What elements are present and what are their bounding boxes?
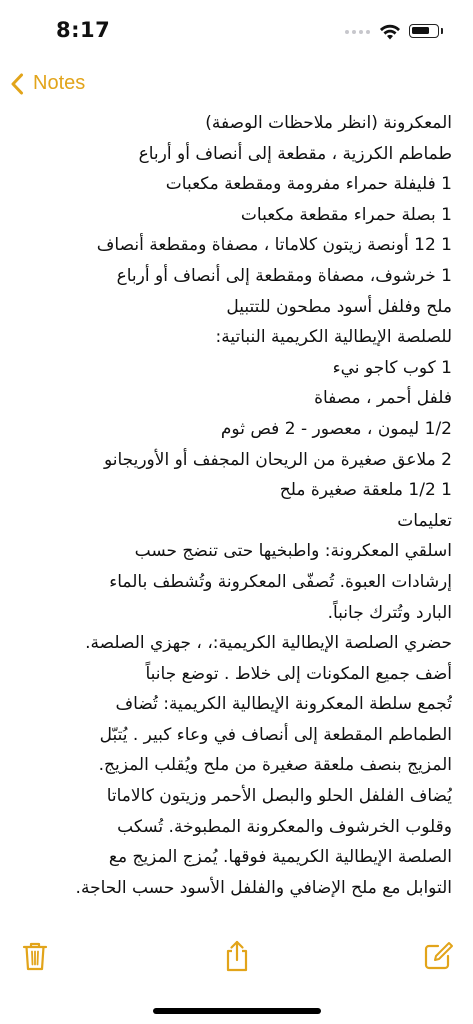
note-body[interactable] [12, 108, 452, 903]
chevron-left-icon [10, 73, 24, 95]
note-line: اسلقي المعكرونة: واطبخيها حتى تنضج حسب [134, 541, 452, 562]
battery-icon [409, 24, 439, 38]
note-line: تُجمع سلطة المعكرونة الإيطالية الكريمية: تُضاف [115, 694, 452, 715]
note-line: التوابل مع ملح الإضافي والفلفل الأسود حسب الحاجة. [75, 877, 452, 898]
note-line: للصلصة الإيطالية الكريمية النباتية: [215, 327, 452, 348]
note-line: وقلوب الخرشوف والمعكرونة المطبوخة. تُسكب [117, 816, 452, 837]
note-line: الطماطم المقطعة إلى أنصاف في وعاء كبير . يُتبّل [99, 724, 452, 745]
note-line: يُضاف الفلفل الحلو والبصل الأحمر وزيتون كالاماتا [106, 786, 452, 807]
note-line: 1 1/2 ملعقة صغيرة ملح [279, 480, 452, 501]
back-label: Notes [33, 72, 86, 94]
share-button[interactable] [220, 939, 254, 973]
note-line: الصلصة الإيطالية الكريمية فوقها. يُمزج المزيج مع [108, 847, 452, 868]
note-line: البارد وتُترك جانباً. [327, 602, 452, 623]
note-line: 1 فليفلة حمراء مفرومة ومقطعة مكعبات [165, 174, 452, 195]
cellular-signal-icon [345, 30, 370, 34]
compose-button[interactable] [421, 939, 455, 973]
note-line: حضري الصلصة الإيطالية الكريمية:، ، جهزي الصلصة. [85, 633, 452, 654]
status-time: 8:17 [56, 18, 111, 42]
note-line: فلفل أحمر ، مصفاة [314, 388, 452, 409]
back-button[interactable] [10, 72, 85, 95]
wifi-icon [379, 23, 401, 41]
note-line: 1 خرشوف، مصفاة ومقطعة إلى أنصاف أو أرباع [116, 265, 452, 286]
note-line: 1 12 أونصة زيتون كلاماتا ، مصفاة ومقطعة أنصاف [96, 235, 452, 256]
note-line: 1/2 ليمون ، معصور - 2 فص ثوم [220, 418, 452, 439]
note-line: 2 ملاعق صغيرة من الريحان المجفف أو الأوريجانو [103, 449, 452, 470]
bottom-toolbar [0, 935, 473, 979]
delete-button[interactable] [18, 939, 52, 973]
status-bar [0, 0, 473, 62]
note-line: المعكرونة (انظر ملاحظات الوصفة) [205, 113, 452, 133]
note-line: تعليمات [397, 510, 452, 531]
note-line: أضف جميع المكونات إلى خلاط . توضع جانباً [145, 663, 452, 684]
note-line: طماطم الكرزية ، مقطعة إلى أنصاف أو أرباع [138, 143, 452, 164]
trash-icon [18, 939, 52, 973]
note-line: ملح وفلفل أسود مطحون للتتبيل [226, 296, 452, 317]
home-indicator [153, 1008, 321, 1014]
navigation-bar [0, 66, 473, 104]
share-icon [220, 939, 254, 973]
note-line: إرشادات العبوة. تُصفّى المعكرونة وتُشطف بالماء [109, 571, 452, 592]
note-line: المزيج بنصف ملعقة صغيرة من ملح ويُقلب المزيج. [98, 755, 452, 776]
note-line: 1 كوب كاجو نيء [332, 357, 452, 378]
battery-tip [441, 28, 443, 34]
compose-icon [421, 939, 455, 973]
note-line: 1 بصلة حمراء مقطعة مكعبات [240, 204, 452, 225]
